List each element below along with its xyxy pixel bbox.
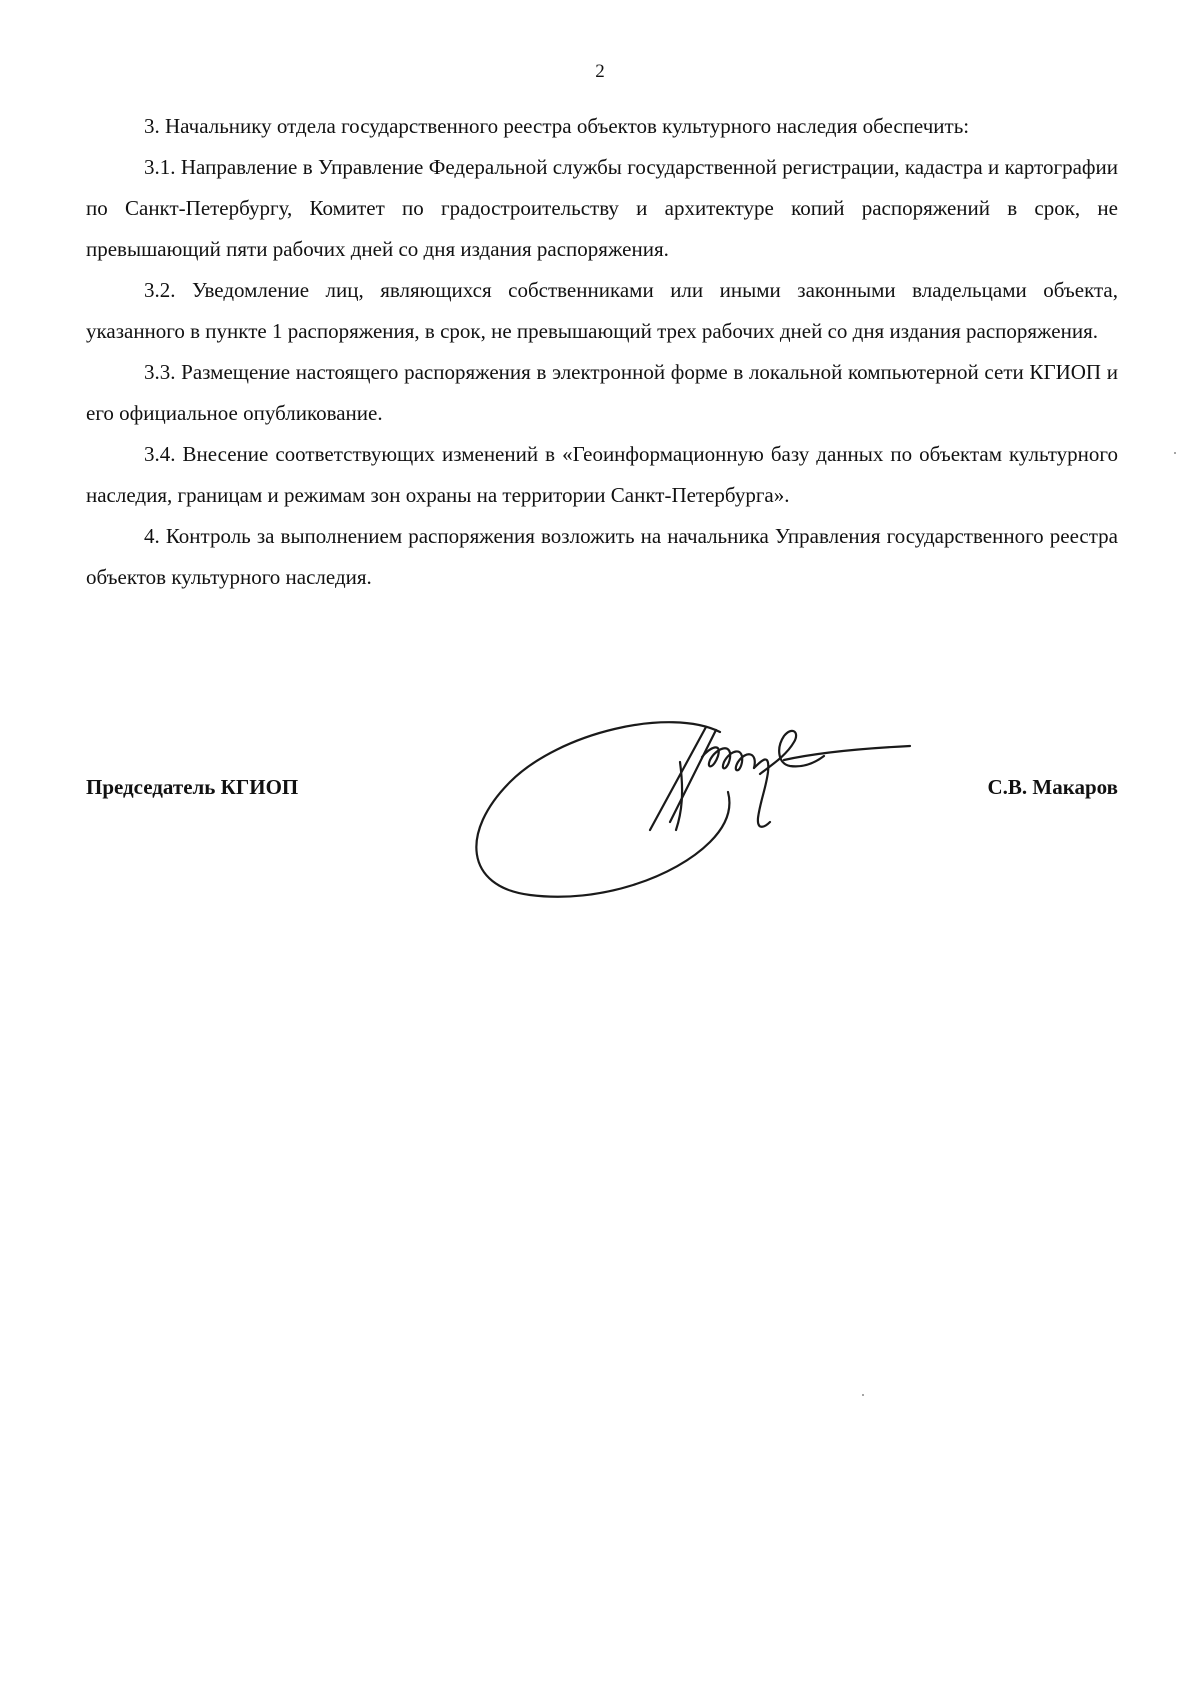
document-body: [86, 106, 1118, 598]
paragraph-3: 3. Начальнику отдела государственного реестра объектов культурного наследия обеспечить:: [144, 114, 970, 138]
scan-artifact: [1174, 452, 1176, 454]
paragraph-3-2: 3.2. Уведомление лиц, являющихся собственниками или иными законными владельцами объекта, указанного в пункте 1 распоряжения, в срок, не превышающий трех рабочих дней со дня издания распоряжения.: [86, 278, 1118, 343]
handwritten-signature: [470, 712, 930, 912]
paragraph-3-4: 3.4. Внесение соответствующих изменений в «Геоинформационную базу данных по объектам культурного наследия, границам и режимам зон охраны на территории Санкт-Петербурга».: [86, 442, 1118, 507]
page-number: 2: [595, 61, 605, 82]
signatory-title: Председатель КГИОП: [86, 775, 299, 799]
signatory-name: С.В. Макаров: [987, 775, 1118, 799]
scan-artifact: [862, 1394, 864, 1396]
paragraph-3-1: 3.1. Направление в Управление Федеральной службы государственной регистрации, кадастра и картографии по Санкт-Петербургу, Комитет по градостроительству и архитектуре копий распоряжений в срок, не превышающий пяти рабочих дней со дня издания распоряжения.: [86, 155, 1118, 261]
paragraph-4: 4. Контроль за выполнением распоряжения возложить на начальника Управления государственного реестра объектов культурного наследия.: [86, 524, 1118, 589]
paragraph-3-3: 3.3. Размещение настоящего распоряжения в электронной форме в локальной компьютерной сети КГИОП и его официальное опубликование.: [86, 360, 1118, 425]
